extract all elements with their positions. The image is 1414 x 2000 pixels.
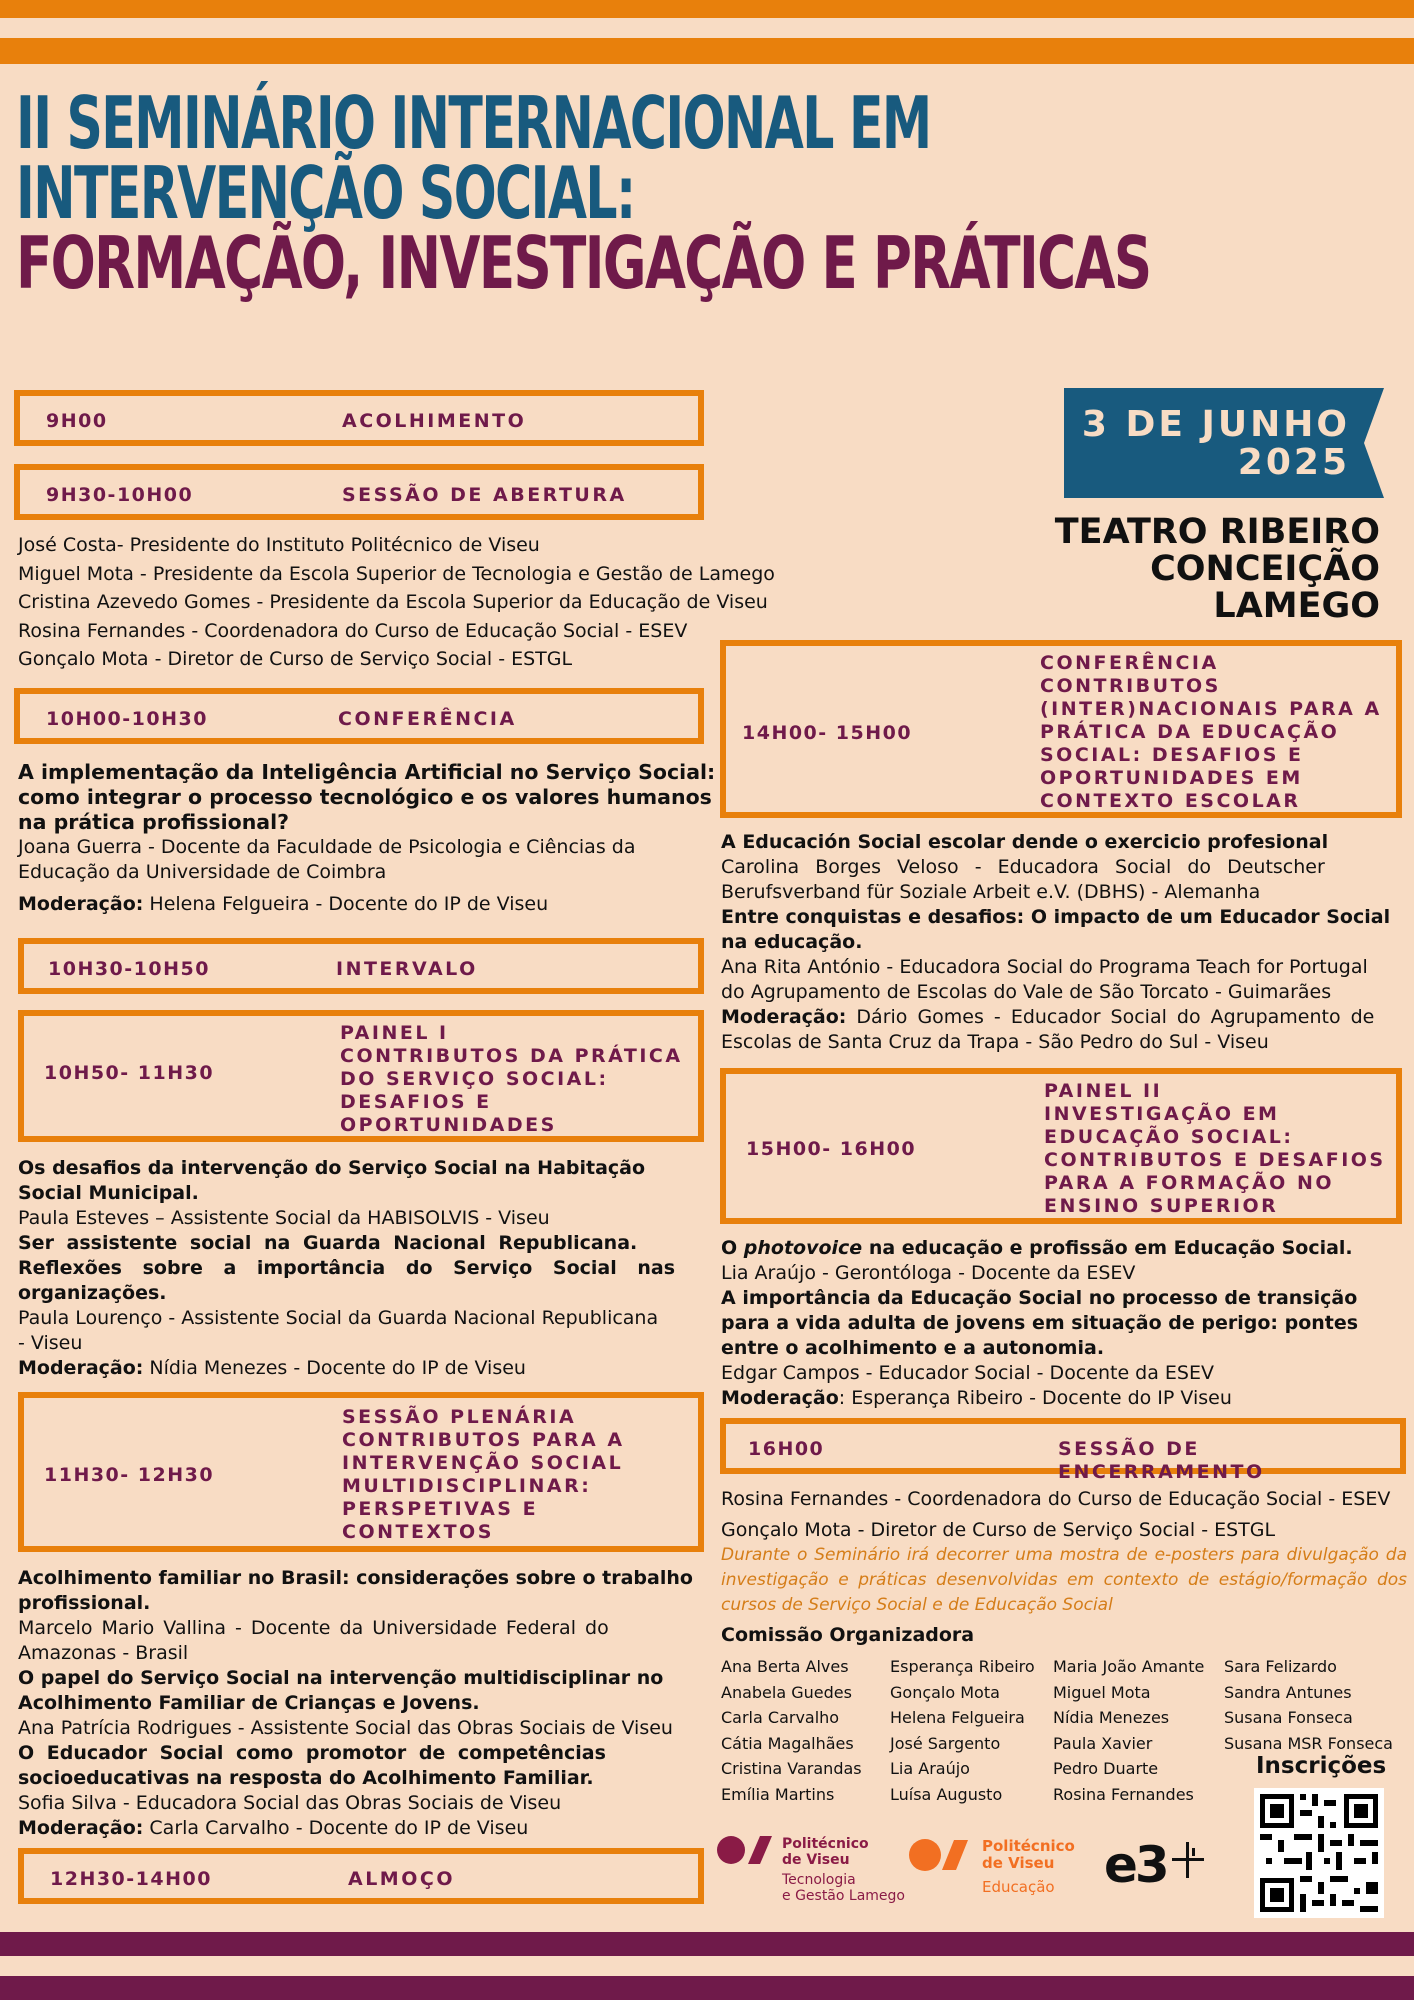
committee-member: Helena Felgueira: [890, 1708, 1025, 1727]
talk-title: Reflexões sobre a importância do Serviço Social nas: [18, 1257, 676, 1279]
session-label: [1044, 1080, 1386, 1218]
label-line: ENSINO SUPERIOR: [1044, 1195, 1279, 1217]
session-label: [1040, 652, 1382, 813]
committee-member: Pedro Duarte: [1053, 1759, 1159, 1778]
label-line: CONTEXTO ESCOLAR: [1040, 790, 1301, 812]
label-line: OPORTUNIDADES: [340, 1114, 557, 1136]
panel-2-talks: [721, 1236, 1401, 1411]
speaker-line: Educação da Universidade de Coimbra: [18, 861, 387, 883]
bottom-stripe-2: [0, 1976, 1414, 2000]
session-intervalo: [18, 938, 704, 994]
session-time: 10H30-10H50: [48, 958, 210, 980]
venue: [1055, 514, 1380, 625]
session-time: 11H30- 12H30: [44, 1464, 215, 1486]
talk-title: A implementação da Inteligência Artificial no Serviço Social:: [18, 760, 716, 784]
label-line: CONTRIBUTOS E DESAFIOS: [1044, 1149, 1386, 1171]
label-line: CONTRIBUTOS PARA A: [342, 1429, 625, 1451]
talk-title: A importância da Educação Social no processo de transição: [721, 1287, 1358, 1309]
talk-title: [721, 1236, 1401, 1261]
label-line: (INTER)NACIONAIS PARA A: [1040, 698, 1382, 720]
title-line-3: FORMAÇÃO, INVESTIGAÇÃO E PRÁTICAS: [16, 221, 1151, 305]
session-label: CONFERÊNCIA: [338, 708, 517, 730]
session-time: 16H00: [748, 1438, 825, 1460]
session-label: [340, 1022, 683, 1137]
talk-title: Acolhimento Familiar de Crianças e Jovens.: [18, 1692, 480, 1714]
logo-estgl: [716, 1834, 906, 1904]
logo-text: Politécnico: [982, 1837, 1075, 1855]
logo-text: de Viseu: [982, 1854, 1055, 1872]
closing-speakers: [721, 1484, 1390, 1546]
committee-col-3: [1053, 1654, 1204, 1807]
committee-member: Ana Berta Alves: [721, 1657, 849, 1676]
title-italic: photovoice: [743, 1237, 863, 1259]
committee-member: Nídia Menezes: [1053, 1708, 1170, 1727]
label-line: INTERVENÇÃO SOCIAL: [342, 1452, 624, 1474]
session-time: 10H50- 11H30: [44, 1062, 215, 1084]
talk-title: Os desafios da intervenção do Serviço Social na Habitação: [18, 1157, 646, 1179]
title-line-1: II SEMINÁRIO INTERNACIONAL EM: [16, 81, 931, 165]
title-line-2: INTERVENÇÃO SOCIAL:: [16, 151, 635, 235]
label-line: PRÁTICA DA EDUCAÇÃO: [1040, 721, 1340, 743]
session-plenaria: [18, 1392, 704, 1552]
logo-text: e Gestão Lamego: [782, 1888, 905, 1904]
committee-col-4: [1224, 1654, 1393, 1756]
registration-qr-code[interactable]: [1254, 1788, 1384, 1918]
label-line: DESAFIOS E: [340, 1091, 492, 1113]
session-label: INTERVALO: [336, 958, 478, 980]
moderation-text: Dário Gomes - Educador Social do Agrupamento de: [846, 1006, 1375, 1028]
date-day: 3 DE JUNHO: [1081, 404, 1350, 445]
moderation-text: Helena Felgueira - Docente do IP de Viseu: [143, 893, 549, 915]
speaker-line: Ana Patrícia Rodrigues - Assistente Social das Obras Sociais de Viseu: [18, 1717, 673, 1739]
label-line: CONFERÊNCIA: [1040, 652, 1219, 674]
label-line: DO SERVIÇO SOCIAL:: [340, 1068, 609, 1090]
talk-title: organizações.: [18, 1282, 167, 1304]
session-time: 9H00: [46, 410, 108, 432]
talk-title: profissional.: [18, 1592, 151, 1614]
logo-e3: [1104, 1836, 1224, 1902]
speaker-line: Gonçalo Mota - Diretor de Curso de Serviço Social - ESTGL: [721, 1519, 1276, 1541]
session-time: 10H00-10H30: [46, 708, 208, 730]
logo-text: e3: [1104, 1836, 1167, 1894]
talk-title: O Educador Social como promotor de competências: [18, 1742, 606, 1764]
talk-title: como integrar o processo tecnológico e os valores humanos: [18, 785, 712, 809]
committee-member: Esperança Ribeiro: [890, 1657, 1035, 1676]
committee-member: Cristina Varandas: [721, 1759, 862, 1778]
polytechnic-logo-icon: [716, 1834, 776, 1870]
title-pre: O: [721, 1237, 744, 1259]
speaker-line: do Agrupamento de Escolas do Vale de São Torcato - Guimarães: [721, 981, 1332, 1003]
logo-text: Politécnico: [782, 1836, 869, 1852]
moderation-label: Moderação:: [721, 1006, 847, 1028]
qr-code-icon: [1254, 1788, 1384, 1918]
logo-text: Tecnologia: [782, 1872, 856, 1888]
talk-title: Acolhimento familiar no Brasil: considerações sobre o trabalho: [18, 1567, 693, 1589]
speaker-line: - Viseu: [18, 1332, 83, 1354]
moderation-line: [18, 892, 698, 917]
speaker-line: Carolina Borges Veloso - Educadora Social do Deutscher: [721, 856, 1325, 878]
speaker-line: Rosina Fernandes - Coordenadora do Curso de Educação Social - ESEV: [18, 619, 688, 642]
committee-member: Gonçalo Mota: [890, 1682, 1000, 1702]
speaker-line: Paula Lourenço - Assistente Social da Guarda Nacional Republicana: [18, 1307, 659, 1329]
committee-col-2: [890, 1654, 1035, 1807]
label-line: CONTRIBUTOS DA PRÁTICA: [340, 1045, 683, 1067]
session-acolhimento: [14, 390, 704, 446]
top-stripe-1: [0, 0, 1414, 18]
label-line: PARA A FORMAÇÃO NO: [1044, 1172, 1334, 1194]
session-time: 15H00- 16H00: [746, 1138, 917, 1160]
label-line: SOCIAL: DESAFIOS E: [1040, 744, 1304, 766]
label-line: OPORTUNIDADES EM: [1040, 767, 1303, 789]
committee-col-1: [721, 1654, 862, 1807]
logo-text: de Viseu: [782, 1852, 850, 1868]
speaker-line: Marcelo Mario Vallina - Docente da Universidade Federal do: [18, 1617, 609, 1639]
e-posters-note: Durante o Seminário irá decorrer uma mostra de e-posters para divulgação da investigação e práticas desenvolvidas em contexto de estágio/formação dos cursos de Serviço Social e de Educação Social: [721, 1545, 1407, 1615]
committee-member: Susana Fonseca: [1224, 1708, 1353, 1727]
label-line: MULTIDISCIPLINAR:: [342, 1475, 592, 1497]
talk-title: na prática profissional?: [18, 810, 290, 834]
moderation-line: [721, 1386, 1401, 1411]
speaker-line: Cristina Azevedo Gomes - Presidente da Escola Superior da Educação de Viseu: [18, 591, 768, 613]
committee-member: Cátia Magalhães: [721, 1733, 854, 1753]
committee-member: Miguel Mota: [1053, 1682, 1151, 1702]
committee-member: Maria João Amante: [1053, 1657, 1205, 1676]
committee-title: Comissão Organizadora: [721, 1624, 975, 1646]
logo-esev: [908, 1836, 1088, 1906]
talk-title: Entre conquistas e desafios: O impacto de um Educador Social: [721, 906, 1391, 928]
moderation-text: Carla Carvalho - Docente do IP de Viseu: [143, 1817, 529, 1839]
speaker-line: Paula Esteves – Assistente Social da HABISOLVIS - Viseu: [18, 1207, 550, 1229]
top-stripe-2: [0, 38, 1414, 64]
moderation-text: Nídia Menezes - Docente do IP de Viseu: [143, 1357, 526, 1379]
moderation-line: [721, 1005, 1401, 1030]
session-time: 9H30-10H00: [46, 484, 194, 506]
plenary-talks: [18, 1566, 698, 1841]
label-line: PERSPETIVAS E: [342, 1498, 539, 1520]
title-post: na educação e profissão em Educação Social.: [862, 1237, 1353, 1259]
talk-title: A Educación Social escolar dende o exercicio profesional: [721, 831, 1329, 853]
speaker-line: Edgar Campos - Educador Social - Docente da ESEV: [721, 1362, 1214, 1384]
polytechnic-logo-icon: [908, 1836, 972, 1874]
committee-member: Luísa Augusto: [890, 1784, 1003, 1804]
speaker-line: Joana Guerra - Docente da Faculdade de Psicologia e Ciências da: [18, 836, 636, 858]
session-painel-1: [18, 1010, 704, 1142]
talk-title: na educação.: [721, 931, 863, 953]
moderation-line: [18, 1816, 698, 1841]
session-painel-2: [720, 1068, 1402, 1224]
committee-member: Rosina Fernandes: [1053, 1784, 1194, 1804]
committee-member: Emília Martins: [721, 1784, 835, 1804]
plus-cross-icon: [1168, 1840, 1208, 1880]
session-label: ALMOÇO: [348, 1868, 455, 1890]
moderation-text: : Esperança Ribeiro - Docente do IP Viseu: [838, 1387, 1232, 1409]
speaker-line: Sofia Silva - Educadora Social das Obras Sociais de Viseu: [18, 1792, 562, 1814]
label-line: PAINEL II: [1044, 1080, 1163, 1102]
moderation-label: Moderação:: [18, 893, 144, 915]
speaker-line: Ana Rita António - Educadora Social do Programa Teach for Portugal: [721, 956, 1368, 978]
label-line: CONTRIBUTOS: [1040, 675, 1221, 697]
inscricoes-label: Inscrições: [1256, 1753, 1387, 1779]
moderation-label: Moderação:: [18, 1817, 144, 1839]
speaker-line: Amazonas - Brasil: [18, 1642, 189, 1664]
label-line: EDUCAÇÃO SOCIAL:: [1044, 1126, 1294, 1148]
committee-member: Anabela Guedes: [721, 1682, 852, 1702]
date-ribbon: [1064, 388, 1384, 498]
session-conferencia-2: [720, 640, 1402, 818]
speaker-line: Rosina Fernandes - Coordenadora do Curso de Educação Social - ESEV: [721, 1488, 1391, 1510]
session-label: [342, 1406, 625, 1544]
committee-member: Lia Araújo: [890, 1759, 970, 1778]
session-almoco: [18, 1848, 704, 1904]
talk-title: para a vida adulta de jovens em situação de perigo: pontes: [721, 1312, 1359, 1334]
talk-title: entre o acolhimento e a autonomia.: [721, 1337, 1105, 1359]
venue-line-1: TEATRO RIBEIRO: [1054, 512, 1380, 552]
session-encerramento: [720, 1418, 1406, 1483]
venue-line-3: LAMEGO: [1213, 586, 1380, 626]
session-conferencia: [14, 688, 704, 744]
speaker-line: Gonçalo Mota - Diretor de Curso de Serviço Social - ESTGL: [18, 648, 573, 670]
moderation-label: Moderação:: [18, 1357, 144, 1379]
venue-line-2: CONCEIÇÃO: [1150, 549, 1380, 589]
opening-speakers: [18, 531, 775, 674]
page-title: [16, 81, 1216, 305]
bottom-stripe-1: [0, 1932, 1414, 1956]
session-label: ACOLHIMENTO: [342, 410, 527, 432]
logo-text: Educação: [982, 1878, 1055, 1896]
talk-title: socioeducativas na resposta do Acolhimento Familiar.: [18, 1767, 594, 1789]
committee-member: Sandra Antunes: [1224, 1682, 1352, 1702]
panel-1-talks: [18, 1156, 698, 1381]
moderation-label: Moderação: [721, 1387, 839, 1409]
conference-block: [18, 760, 716, 917]
committee-member: Susana MSR Fonseca: [1224, 1733, 1393, 1753]
moderation-line: Escolas de Santa Cruz da Trapa - São Pedro do Sul - Viseu: [721, 1031, 1269, 1053]
date-year: 2025: [1237, 442, 1350, 483]
session-time: 14H00- 15H00: [742, 722, 913, 744]
talk-title: Social Municipal.: [18, 1182, 199, 1204]
label-line: INVESTIGAÇÃO EM: [1044, 1103, 1280, 1125]
session-label: SESSÃO DE ABERTURA: [342, 484, 627, 506]
label-line: SESSÃO PLENÁRIA: [342, 1406, 577, 1428]
talk-title: Ser assistente social na Guarda Nacional Republicana.: [18, 1232, 638, 1254]
talk-title: O papel do Serviço Social na intervenção multidisciplinar no: [18, 1667, 664, 1689]
speaker-line: José Costa- Presidente do Instituto Politécnico de Viseu: [18, 534, 540, 556]
label-line: CONTEXTOS: [342, 1521, 494, 1543]
session-abertura: [14, 464, 704, 520]
committee-member: Paula Xavier: [1053, 1733, 1153, 1753]
conference-2-talks: [721, 830, 1401, 1055]
committee-member: Sara Felizardo: [1224, 1657, 1337, 1676]
moderation-line: [18, 1356, 698, 1381]
committee-member: José Sargento: [890, 1733, 1001, 1753]
session-time: 12H30-14H00: [50, 1868, 212, 1890]
committee-member: Carla Carvalho: [721, 1708, 840, 1727]
session-label: SESSÃO DE ENCERRAMENTO: [1058, 1438, 1265, 1483]
speaker-line: Miguel Mota - Presidente da Escola Superior de Tecnologia e Gestão de Lamego: [18, 562, 775, 585]
label-line: PAINEL I: [340, 1022, 449, 1044]
speaker-line: Berufsverband für Soziale Arbeit e.V. (DBHS) - Alemanha: [721, 881, 1261, 903]
speaker-line: Lia Araújo - Gerontóloga - Docente da ESEV: [721, 1262, 1136, 1284]
